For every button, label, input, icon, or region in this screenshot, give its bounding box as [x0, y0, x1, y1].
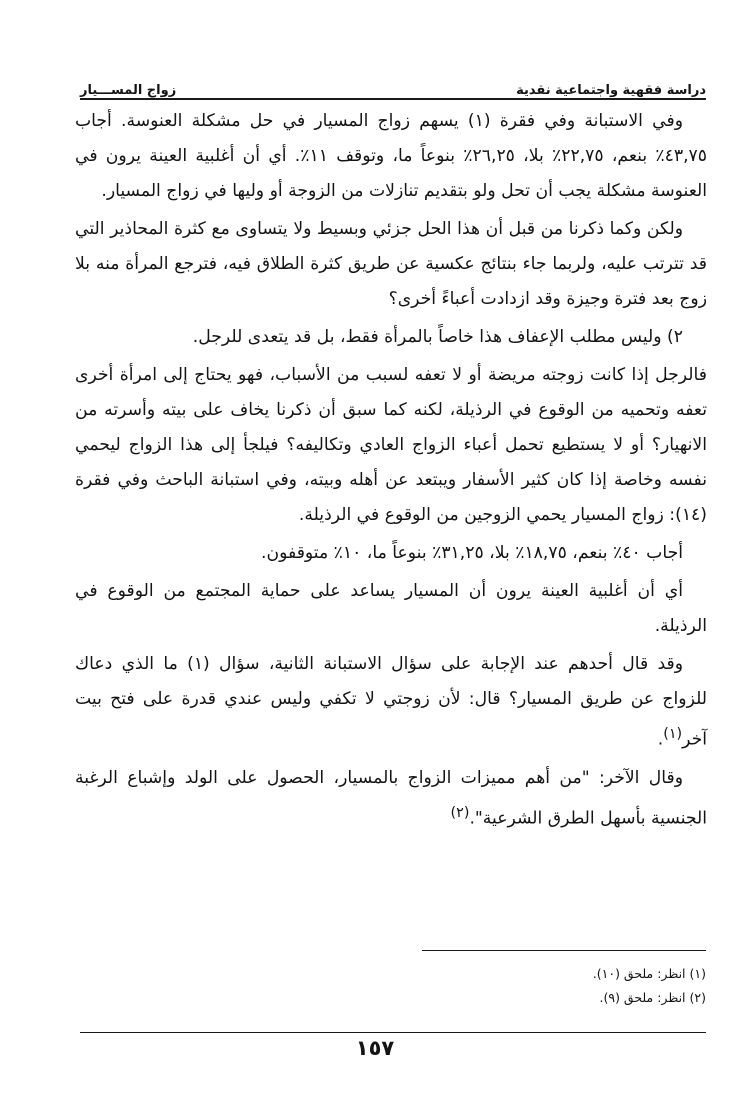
header-rule — [80, 98, 706, 100]
header-book-section: دراسة فقهية واجتماعية نقدية — [516, 83, 706, 98]
paragraph: وفي الاستبانة وفي فقرة (١) يسهم زواج المسيار في حل مشكلة العنوسة. أجاب ٤٣,٧٥٪ بنعم، ٢٢,٧٥٪ بلا، ٢٦,٢٥٪ بنوعاً ما، وتوقف ١١٪. أي أن أغلبية العينة يرون في العنوسة مشكلة يجب أن تحل ولو بتقديم تنازلات من الزوجة أو وليها في زواج المسيار. — [75, 111, 707, 201]
page-number: ١٥٧ — [355, 1036, 395, 1060]
footer-rule — [80, 1032, 706, 1033]
footnote: (١) انظر: ملحق (١٠). — [592, 966, 706, 981]
paragraph: أجاب ٤٠٪ بنعم، ١٨,٧٥٪ بلا، ٣١,٢٥٪ بنوعاً ما، ١٠٪ متوقفون. — [261, 543, 683, 563]
running-header — [80, 72, 706, 98]
paragraph: فالرجل إذا كانت زوجته مريضة أو لا تعفه لسبب من الأسباب، فهو يحتاج إلى امرأة أخرى تعفه وتحميه من الوقوع في الرذيلة، لكنه كما سبق أن ذكرنا يخاف على بيته وأسرته من الانهيار؟ أو لا يستطيع تحمل أعباء الزواج العادي وتكاليفه؟ فيلجأ إلى هذا الزواج ليحمي نفسه وخاصة إذا كان كثير الأسفار ويبتعد عن أهله وبيته، وفي استبانة الباحث وفي فقرة (١٤): زواج المسيار يحمي الزوجين من الوقوع في الرذيلة. — [75, 365, 707, 525]
header-book-title: زواج المســـيار — [80, 83, 177, 98]
paragraph-with-note: وقد قال أحدهم عند الإجابة على سؤال الاستبانة الثانية، سؤال (١) ما الذي دعاك للزواج عن طريق المسيار؟ قال: لأن زوجتي لا تكفي وليس عندي قدرة على فتح بيت آخر$^{(١)}$. — [75, 654, 707, 750]
footnote: (٢) انظر: ملحق (٩). — [599, 990, 706, 1005]
footnote-mark: (١) — [663, 726, 683, 742]
footnote-mark: (٢) — [450, 804, 470, 821]
paragraph-text: وقد قال أحدهم عند الإجابة على سؤال الاستبانة الثانية، سؤال (١) ما الذي دعاك للزواج عن طريق المسيار؟ قال: لأن زوجتي لا تكفي وليس عندي قدرة على فتح بيت آخر — [75, 654, 707, 750]
paragraph-with-note — [75, 761, 707, 837]
paragraph: ولكن وكما ذكرنا من قبل أن هذا الحل جزئي وبسيط ولا يتساوى مع كثرة المحاذير التي قد تترتب عليه، ولربما جاء بنتائج عكسية عن طريق كثرة الطلاق فيه، فترجع المرأة منه بلا زوج بعد فترة وجيزة وقد ازدادت أعباءً أخرى؟ — [75, 219, 707, 309]
footnote-rule — [422, 950, 706, 951]
paragraph: ٢) وليس مطلب الإعفاف هذا خاصاً بالمرأة فقط، بل قد يتعدى للرجل. — [192, 327, 683, 347]
paragraph: أي أن أغلبية العينة يرون أن المسيار يساعد على حماية المجتمع من الوقوع في الرذيلة. — [75, 581, 707, 636]
footnotes — [80, 962, 706, 1010]
paragraph-text: وقال الآخر: "من أهم مميزات الزواج بالمسيار، الحصول على الولد وإشباع الرغبة الجنسية بأسهل الطرق الشرعية". — [75, 767, 707, 829]
body-text — [75, 104, 707, 839]
